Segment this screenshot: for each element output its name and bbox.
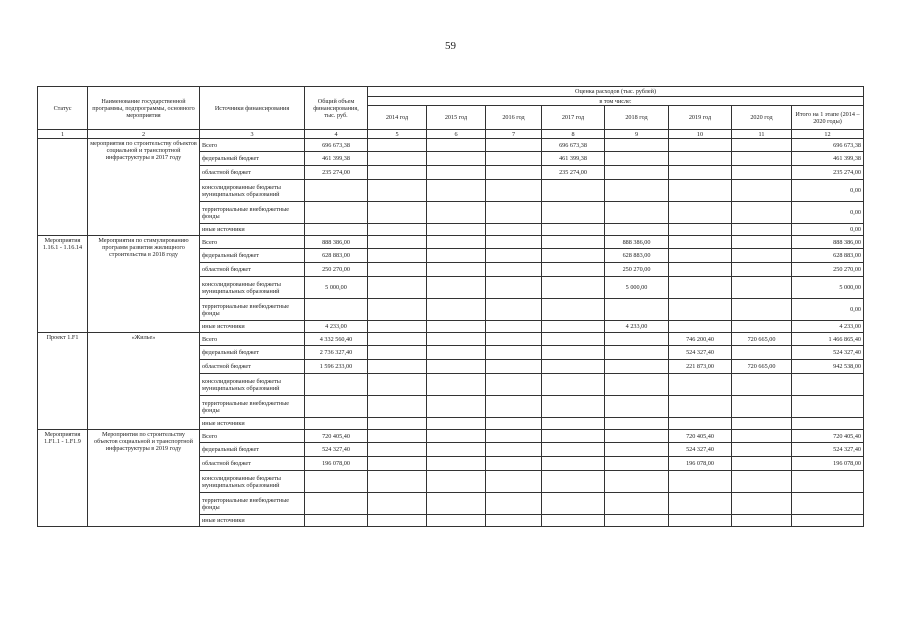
grand-total-cell: 942 538,00 xyxy=(792,360,864,374)
year-cell xyxy=(486,396,542,418)
year-cell xyxy=(427,236,486,249)
header-year: 2014 год xyxy=(368,106,427,130)
year-cell xyxy=(427,166,486,180)
year-cell xyxy=(486,457,542,471)
total-cell: 5 000,00 xyxy=(305,277,368,299)
grand-total-cell xyxy=(792,471,864,493)
year-cell xyxy=(669,321,732,333)
year-cell xyxy=(427,263,486,277)
year-cell xyxy=(605,333,669,346)
year-cell xyxy=(605,202,669,224)
year-cell xyxy=(427,515,486,527)
year-cell xyxy=(542,321,605,333)
source-cell: Всего xyxy=(200,430,305,443)
grand-total-cell xyxy=(792,396,864,418)
year-cell xyxy=(605,396,669,418)
year-cell xyxy=(486,418,542,430)
year-cell xyxy=(486,139,542,152)
year-cell xyxy=(605,493,669,515)
year-cell xyxy=(368,430,427,443)
year-cell xyxy=(427,277,486,299)
source-cell: иные источники xyxy=(200,224,305,236)
total-cell: 696 673,38 xyxy=(305,139,368,152)
year-cell xyxy=(732,139,792,152)
year-cell: 720 665,00 xyxy=(732,333,792,346)
year-cell xyxy=(427,180,486,202)
status-cell xyxy=(38,139,88,236)
year-cell xyxy=(542,396,605,418)
grand-total-cell xyxy=(792,374,864,396)
year-cell: 746 200,40 xyxy=(669,333,732,346)
total-cell xyxy=(305,374,368,396)
header-status: Статус xyxy=(38,87,88,130)
year-cell: 720 405,40 xyxy=(669,430,732,443)
total-cell xyxy=(305,515,368,527)
grand-total-cell: 524 327,40 xyxy=(792,346,864,360)
year-cell xyxy=(732,152,792,166)
source-cell: областной бюджет xyxy=(200,360,305,374)
header-source: Источники финансирования xyxy=(200,87,305,130)
year-cell xyxy=(542,224,605,236)
source-cell: Всего xyxy=(200,236,305,249)
year-cell xyxy=(732,396,792,418)
total-cell: 4 332 560,40 xyxy=(305,333,368,346)
year-cell xyxy=(732,236,792,249)
year-cell xyxy=(542,374,605,396)
year-cell xyxy=(542,515,605,527)
total-cell xyxy=(305,471,368,493)
source-cell: Всего xyxy=(200,139,305,152)
total-cell xyxy=(305,224,368,236)
header-year: 2019 год xyxy=(669,106,732,130)
total-cell xyxy=(305,180,368,202)
grand-total-cell: 0,00 xyxy=(792,202,864,224)
year-cell xyxy=(732,471,792,493)
year-cell xyxy=(732,418,792,430)
year-cell xyxy=(542,236,605,249)
grand-total-cell: 0,00 xyxy=(792,299,864,321)
year-cell xyxy=(605,224,669,236)
grand-total-cell: 696 673,38 xyxy=(792,139,864,152)
year-cell xyxy=(732,166,792,180)
year-cell xyxy=(669,471,732,493)
source-cell: иные источники xyxy=(200,418,305,430)
source-cell: областной бюджет xyxy=(200,166,305,180)
year-cell xyxy=(669,418,732,430)
year-cell xyxy=(605,299,669,321)
table-body xyxy=(38,139,864,527)
column-number: 12 xyxy=(792,130,864,139)
header-grand-total: Итого на 1 этапе (2014 – 2020 годы) xyxy=(792,106,864,130)
grand-total-cell xyxy=(792,418,864,430)
column-number: 9 xyxy=(605,130,669,139)
column-number: 8 xyxy=(542,130,605,139)
total-cell: 250 270,00 xyxy=(305,263,368,277)
year-cell xyxy=(542,493,605,515)
total-cell: 720 405,40 xyxy=(305,430,368,443)
year-cell xyxy=(542,263,605,277)
year-cell xyxy=(486,360,542,374)
year-cell xyxy=(605,418,669,430)
year-cell xyxy=(605,515,669,527)
year-cell xyxy=(542,277,605,299)
year-cell: 4 233,00 xyxy=(605,321,669,333)
grand-total-cell: 888 386,00 xyxy=(792,236,864,249)
year-cell xyxy=(732,180,792,202)
grand-total-cell: 250 270,00 xyxy=(792,263,864,277)
status-cell: Мероприятия 1.F1.1 - 1.F1.9 xyxy=(38,430,88,527)
total-cell xyxy=(305,493,368,515)
year-cell xyxy=(732,202,792,224)
grand-total-cell: 235 274,00 xyxy=(792,166,864,180)
source-cell: консолидированные бюджеты муниципальных образований xyxy=(200,471,305,493)
source-cell: территориальные внебюджетные фонды xyxy=(200,202,305,224)
column-number: 7 xyxy=(486,130,542,139)
grand-total-cell: 0,00 xyxy=(792,224,864,236)
year-cell xyxy=(427,139,486,152)
year-cell xyxy=(427,321,486,333)
year-cell xyxy=(486,430,542,443)
column-number: 3 xyxy=(200,130,305,139)
year-cell xyxy=(605,374,669,396)
year-cell xyxy=(427,224,486,236)
year-cell xyxy=(486,493,542,515)
year-cell xyxy=(732,263,792,277)
year-cell xyxy=(732,224,792,236)
year-cell xyxy=(542,430,605,443)
year-cell xyxy=(427,374,486,396)
status-cell: Проект 1.F1 xyxy=(38,333,88,430)
year-cell xyxy=(427,418,486,430)
source-cell: территориальные внебюджетные фонды xyxy=(200,299,305,321)
year-cell xyxy=(427,493,486,515)
grand-total-cell: 524 327,40 xyxy=(792,443,864,457)
year-cell: 524 327,40 xyxy=(669,346,732,360)
year-cell xyxy=(368,396,427,418)
year-cell xyxy=(669,152,732,166)
header-year: 2015 год xyxy=(427,106,486,130)
grand-total-cell: 196 078,00 xyxy=(792,457,864,471)
table-row xyxy=(38,236,864,249)
source-cell: консолидированные бюджеты муниципальных образований xyxy=(200,374,305,396)
year-cell xyxy=(368,277,427,299)
grand-total-cell xyxy=(792,515,864,527)
total-cell: 461 399,38 xyxy=(305,152,368,166)
column-number: 1 xyxy=(38,130,88,139)
year-cell xyxy=(427,346,486,360)
year-cell xyxy=(669,396,732,418)
total-cell: 4 233,00 xyxy=(305,321,368,333)
grand-total-cell: 4 233,00 xyxy=(792,321,864,333)
year-cell xyxy=(368,166,427,180)
column-number: 2 xyxy=(88,130,200,139)
total-cell xyxy=(305,396,368,418)
year-cell xyxy=(368,493,427,515)
grand-total-cell: 720 405,40 xyxy=(792,430,864,443)
source-cell: консолидированные бюджеты муниципальных образований xyxy=(200,277,305,299)
year-cell xyxy=(368,139,427,152)
year-cell xyxy=(486,249,542,263)
page-number: 59 xyxy=(445,40,456,52)
status-cell: Мероприятия 1.16.1 - 1.16.14 xyxy=(38,236,88,333)
source-cell: федеральный бюджет xyxy=(200,346,305,360)
year-cell xyxy=(368,418,427,430)
year-cell xyxy=(669,299,732,321)
year-cell xyxy=(486,202,542,224)
header-year: 2017 год xyxy=(542,106,605,130)
column-number: 10 xyxy=(669,130,732,139)
source-cell: федеральный бюджет xyxy=(200,249,305,263)
year-cell: 235 274,00 xyxy=(542,166,605,180)
year-cell xyxy=(605,360,669,374)
source-cell: иные источники xyxy=(200,321,305,333)
year-cell xyxy=(368,224,427,236)
year-cell xyxy=(427,443,486,457)
header-total: Общий объем финансирования, тыс. руб. xyxy=(305,87,368,130)
column-number: 6 xyxy=(427,130,486,139)
year-cell xyxy=(427,202,486,224)
program-name-cell: Мероприятия по стимулированию программ развития жилищного строительства в 2018 году xyxy=(88,236,200,333)
table-row xyxy=(38,139,864,152)
year-cell xyxy=(732,443,792,457)
year-cell: 250 270,00 xyxy=(605,263,669,277)
year-cell xyxy=(542,443,605,457)
year-cell xyxy=(732,249,792,263)
year-cell xyxy=(486,152,542,166)
year-cell xyxy=(669,374,732,396)
year-cell xyxy=(605,346,669,360)
year-cell xyxy=(427,360,486,374)
source-cell: консолидированные бюджеты муниципальных образований xyxy=(200,180,305,202)
year-cell: 461 399,38 xyxy=(542,152,605,166)
financing-table xyxy=(37,86,864,527)
year-cell xyxy=(732,277,792,299)
year-cell: 221 873,00 xyxy=(669,360,732,374)
year-cell xyxy=(669,236,732,249)
year-cell xyxy=(368,321,427,333)
year-cell xyxy=(605,180,669,202)
column-number: 5 xyxy=(368,130,427,139)
year-cell xyxy=(368,443,427,457)
year-cell xyxy=(605,152,669,166)
column-number: 4 xyxy=(305,130,368,139)
year-cell xyxy=(368,333,427,346)
year-cell xyxy=(669,263,732,277)
year-cell xyxy=(542,360,605,374)
total-cell: 2 736 327,40 xyxy=(305,346,368,360)
year-cell xyxy=(368,202,427,224)
table-row xyxy=(38,333,864,346)
year-cell xyxy=(669,277,732,299)
year-cell xyxy=(542,418,605,430)
total-cell: 235 274,00 xyxy=(305,166,368,180)
year-cell: 5 000,00 xyxy=(605,277,669,299)
year-cell: 696 673,38 xyxy=(542,139,605,152)
source-cell: федеральный бюджет xyxy=(200,443,305,457)
year-cell xyxy=(368,374,427,396)
year-cell xyxy=(486,374,542,396)
year-cell xyxy=(486,236,542,249)
year-cell xyxy=(732,515,792,527)
year-cell: 524 327,40 xyxy=(669,443,732,457)
year-cell xyxy=(732,374,792,396)
year-cell xyxy=(427,430,486,443)
year-cell xyxy=(368,299,427,321)
year-cell xyxy=(542,457,605,471)
year-cell xyxy=(732,299,792,321)
year-cell xyxy=(542,202,605,224)
year-cell xyxy=(605,457,669,471)
total-cell: 628 883,00 xyxy=(305,249,368,263)
year-cell xyxy=(486,346,542,360)
year-cell: 720 665,00 xyxy=(732,360,792,374)
year-cell xyxy=(486,443,542,457)
year-cell xyxy=(732,321,792,333)
source-cell: территориальные внебюджетные фонды xyxy=(200,493,305,515)
year-cell xyxy=(427,249,486,263)
year-cell xyxy=(486,166,542,180)
year-cell xyxy=(669,515,732,527)
year-cell xyxy=(732,346,792,360)
year-cell xyxy=(542,346,605,360)
year-cell xyxy=(368,263,427,277)
year-cell xyxy=(427,471,486,493)
year-cell: 888 386,00 xyxy=(605,236,669,249)
header-estimate: Оценка расходов (тыс. рублей) xyxy=(368,87,864,97)
total-cell xyxy=(305,418,368,430)
column-numbers-row xyxy=(38,130,864,139)
year-cell xyxy=(669,139,732,152)
year-cell xyxy=(542,249,605,263)
year-cell xyxy=(486,299,542,321)
year-cell xyxy=(486,180,542,202)
grand-total-cell: 1 466 865,40 xyxy=(792,333,864,346)
year-cell xyxy=(368,360,427,374)
header-name: Наименование государственной программы, подпрограммы, основного мероприятия xyxy=(88,87,200,130)
total-cell: 888 386,00 xyxy=(305,236,368,249)
year-cell xyxy=(368,346,427,360)
source-cell: иные источники xyxy=(200,515,305,527)
year-cell xyxy=(605,139,669,152)
year-cell: 196 078,00 xyxy=(669,457,732,471)
year-cell xyxy=(427,333,486,346)
year-cell xyxy=(368,236,427,249)
year-cell xyxy=(368,457,427,471)
year-cell xyxy=(486,333,542,346)
header-year: 2016 год xyxy=(486,106,542,130)
year-cell xyxy=(669,202,732,224)
year-cell xyxy=(732,457,792,471)
year-cell xyxy=(368,471,427,493)
year-cell xyxy=(732,430,792,443)
year-cell: 628 883,00 xyxy=(605,249,669,263)
year-cell xyxy=(605,430,669,443)
total-cell: 196 078,00 xyxy=(305,457,368,471)
source-cell: областной бюджет xyxy=(200,263,305,277)
header-year: 2020 год xyxy=(732,106,792,130)
year-cell xyxy=(542,299,605,321)
year-cell xyxy=(486,277,542,299)
year-cell xyxy=(542,471,605,493)
year-cell xyxy=(605,471,669,493)
year-cell xyxy=(427,457,486,471)
source-cell: областной бюджет xyxy=(200,457,305,471)
grand-total-cell xyxy=(792,493,864,515)
year-cell xyxy=(669,224,732,236)
year-cell xyxy=(368,180,427,202)
total-cell: 1 596 233,00 xyxy=(305,360,368,374)
year-cell xyxy=(427,299,486,321)
year-cell xyxy=(605,443,669,457)
grand-total-cell: 0,00 xyxy=(792,180,864,202)
year-cell xyxy=(669,249,732,263)
year-cell xyxy=(368,515,427,527)
header-including: в том числе: xyxy=(368,97,864,106)
year-cell xyxy=(427,396,486,418)
program-name-cell: Мероприятия по строительству объектов социальной и транспортной инфраструктуры в 2019 году xyxy=(88,430,200,527)
year-cell xyxy=(669,166,732,180)
year-cell xyxy=(486,263,542,277)
grand-total-cell: 5 000,00 xyxy=(792,277,864,299)
year-cell xyxy=(605,166,669,180)
year-cell xyxy=(368,152,427,166)
source-cell: территориальные внебюджетные фонды xyxy=(200,396,305,418)
year-cell xyxy=(732,493,792,515)
year-cell xyxy=(542,333,605,346)
grand-total-cell: 628 883,00 xyxy=(792,249,864,263)
total-cell: 524 327,40 xyxy=(305,443,368,457)
year-cell xyxy=(486,471,542,493)
year-cell xyxy=(368,249,427,263)
year-cell xyxy=(486,224,542,236)
header-year: 2018 год xyxy=(605,106,669,130)
source-cell: федеральный бюджет xyxy=(200,152,305,166)
total-cell xyxy=(305,202,368,224)
year-cell xyxy=(427,152,486,166)
program-name-cell: «Жилье» xyxy=(88,333,200,430)
year-cell xyxy=(669,493,732,515)
year-cell xyxy=(486,515,542,527)
total-cell xyxy=(305,299,368,321)
year-cell xyxy=(669,180,732,202)
column-number: 11 xyxy=(732,130,792,139)
table-row xyxy=(38,430,864,443)
program-name-cell: мероприятия по строительству объектов социальной и транспортной инфраструктуры в 2017 году xyxy=(88,139,200,236)
year-cell xyxy=(486,321,542,333)
source-cell: Всего xyxy=(200,333,305,346)
grand-total-cell: 461 399,38 xyxy=(792,152,864,166)
year-cell xyxy=(542,180,605,202)
